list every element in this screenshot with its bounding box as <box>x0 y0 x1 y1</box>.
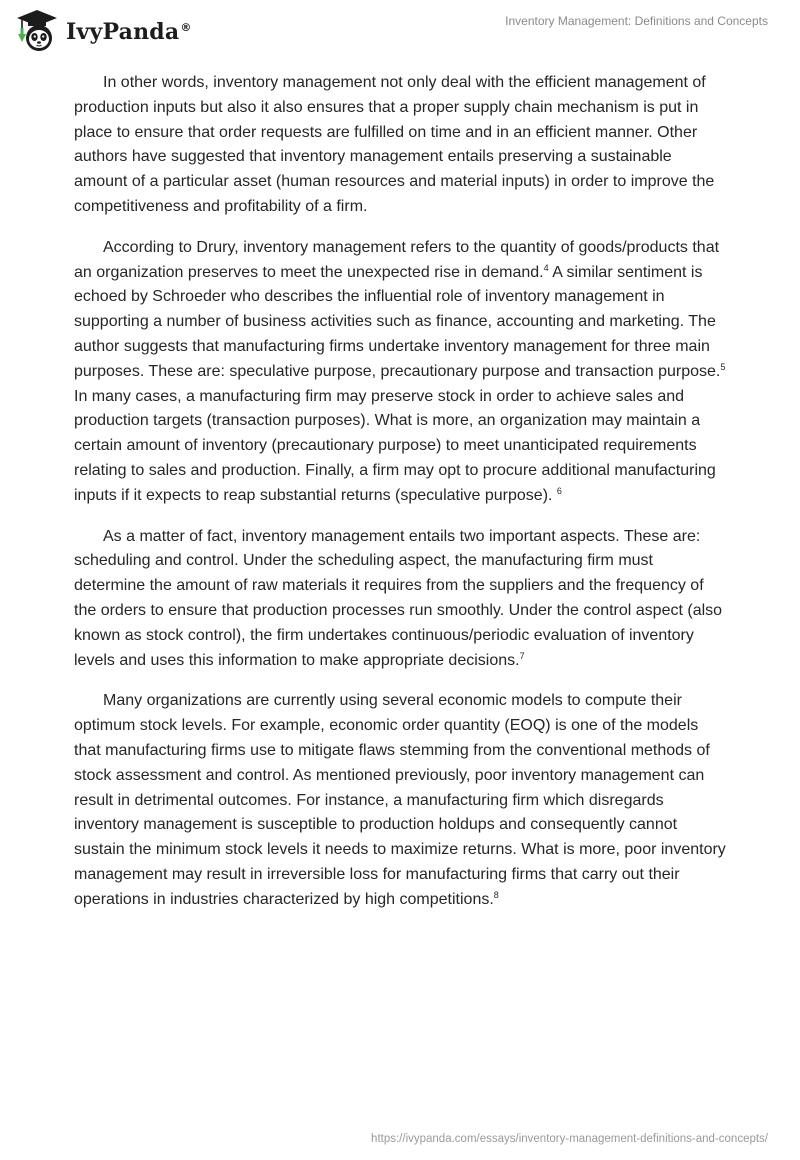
paragraph-4 <box>74 689 726 912</box>
essay-body <box>74 71 726 929</box>
paragraph-text: A similar sentiment is echoed by Schroeder who describes the influential role of inventory management in supporting a number of business activities such as finance, accounting and marketing. The author suggests that manufacturing firms undertake inventory management for three main purposes. These are: speculative purpose, precautionary purpose and transaction purpose. <box>74 263 721 380</box>
ivypanda-logo[interactable] <box>14 8 192 54</box>
paragraph-text: Many organizations are currently using several economic models to compute their optimum stock levels. For example, economic order quantity (EOQ) is one of the models that manufacturing firms use to mitigate flaws stemming from the conventional methods of stock assessment and control. As mentioned previously, poor inventory management can result in detrimental outcomes. For instance, a manufacturing firm which disregards inventory management is susceptible to production holdups and consequently cannot sustain the minimum stock levels it needs to maximize returns. What is more, poor inventory management may result in irreversible loss for manufacturing firms that carry out their operations in industries characterized by high competitions. <box>74 692 726 908</box>
footnote-ref-4[interactable]: 4 <box>543 262 549 273</box>
footnote-ref-6[interactable]: 6 <box>556 485 562 496</box>
document-title: Inventory Management: Definitions and Concepts <box>505 14 768 28</box>
footnote-ref-8[interactable]: 8 <box>493 889 499 900</box>
source-url[interactable]: https://ivypanda.com/essays/inventory-management-definitions-and-concepts/ <box>371 1133 768 1145</box>
page-header <box>0 0 800 60</box>
footnote-ref-5[interactable]: 5 <box>720 361 726 372</box>
panda-graduate-icon <box>14 8 60 54</box>
paragraph-1 <box>74 71 726 220</box>
paragraph-3 <box>74 525 726 674</box>
paragraph-2 <box>74 236 726 509</box>
paragraph-text: In many cases, a manufacturing firm may preserve stock in order to achieve sales and production targets (transaction purposes). What is more, an organization may maintain a certain amount of inventory (precautionary purpose) to meet unanticipated requirements relating to sales and production. Finally, a firm may opt to procure additional manufacturing inputs if it expects to reap substantial returns (speculative purpose). <box>74 387 716 504</box>
brand-name: IvyPanda® <box>66 19 192 45</box>
footnote-ref-7[interactable]: 7 <box>519 650 525 661</box>
paragraph-text: According to Drury, inventory management refers to the quantity of goods/products that an organization preserves to meet the unexpected rise in demand. <box>74 238 720 281</box>
paragraph-text: As a matter of fact, inventory management entails two important aspects. These are: scheduling and control. Under the scheduling aspect, the manufacturing firm must determine the amount of raw materials it requires from the suppliers and the frequency of the orders to ensure that production processes run smoothly. Under the control aspect (also known as stock control), the firm undertakes continuous/periodic evaluation of inventory levels and uses this information to make appropriate decisions. <box>74 527 723 669</box>
registered-mark: ® <box>180 20 192 34</box>
paragraph-text: In other words, inventory management not only deal with the efficient management of production inputs but also it also ensures that a proper supply chain mechanism is put in place to ensure that order requests are fulfilled on time and in an efficient manner. Other authors have suggested that inventory management entails preserving a sustainable amount of a particular asset (human resources and material inputs) in order to improve the competitiveness and profitability of a firm. <box>74 74 715 215</box>
